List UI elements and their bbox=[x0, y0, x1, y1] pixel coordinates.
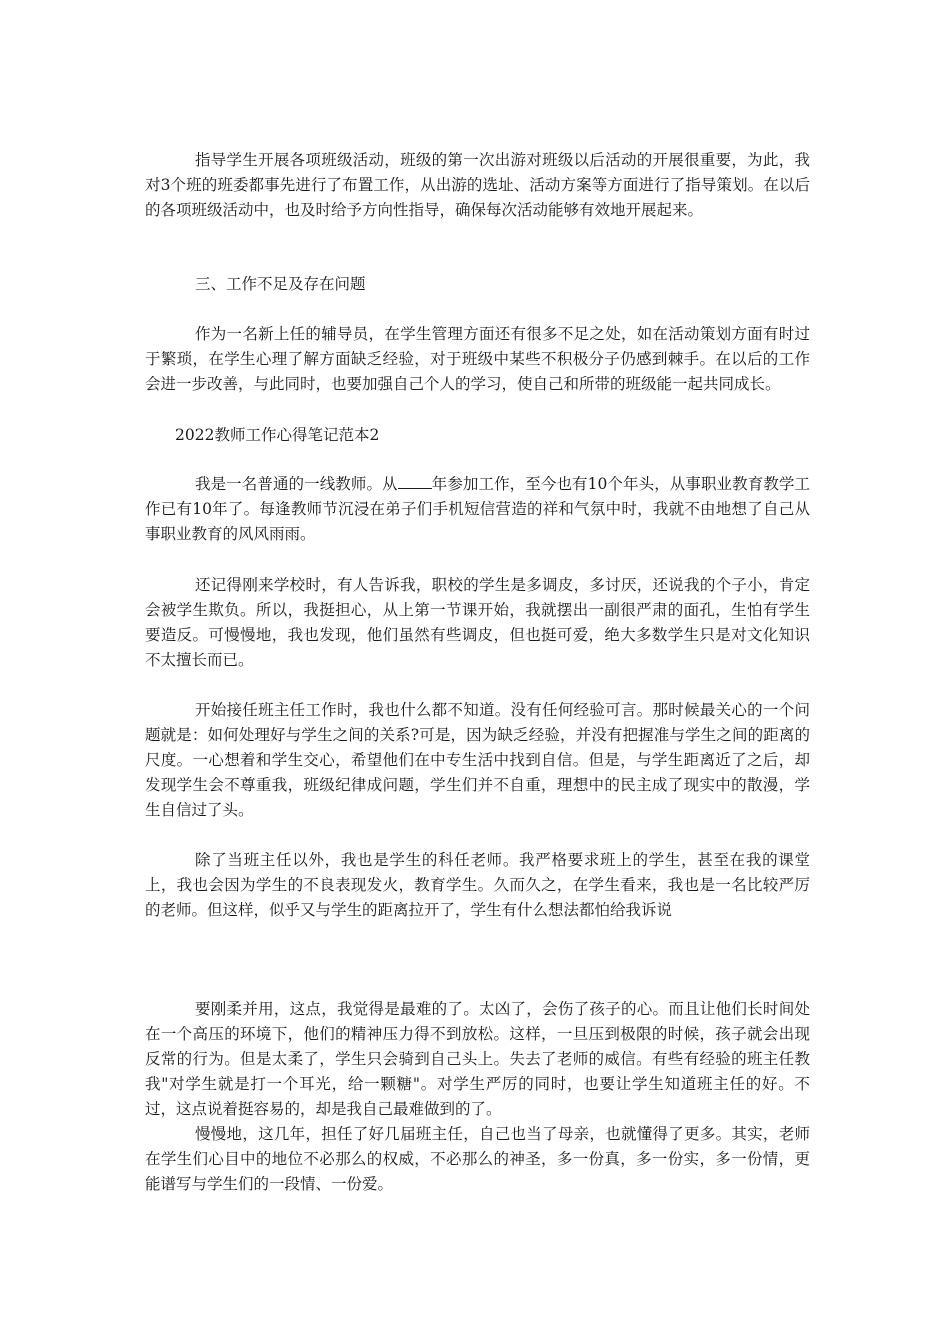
paragraph-firm-and-gentle: 要刚柔并用，这点，我觉得是最难的了。太凶了，会伤了孩子的心。而且让他们长时间处在一个高压的环境下，他们的精神压力得不到放松。这样，一旦压到极限的时候，孩子就会出现反常的行为。但是太柔了，学生只会骑到自己头上。失去了老师的威信。有些有经验的班主任教我"对学生就是打一个耳光，给一颗糖"。对学生严厉的同时，也要让学生知道班主任的好。不过，这点说着挺容易的，却是我自己最难做到的了。 bbox=[145, 1000, 810, 1118]
paragraph-head-teacher-start: 开始接任班主任工作时，我也什么都不知道。没有任何经验可言。那时候最关心的一个问题就是：如何处理好与学生之间的关系?可是，因为缺乏经验，并没有把握准与学生之间的距离的尺度。一心想着和学生交心，希望他们在中专生活中找到自信。但是，与学生距离近了之后，却发现学生会不尊重我，班级纪律成问题，学生们并不自重，理想中的民主成了现实中的散漫，学生自信过了头。 bbox=[145, 701, 810, 819]
fill-in-blank bbox=[398, 474, 432, 489]
paragraph-subject-teacher: 除了当班主任以外，我也是学生的科任老师。我严格要求班上的学生，甚至在我的课堂上，我也会因为学生的不良表现发火，教育学生。久而久之，在学生看来，我也是一名比较严厉的老师。但这样，似乎又与学生的距离拉开了，学生有什么想法都怕给我诉说 bbox=[145, 851, 810, 919]
paragraph-intro bbox=[145, 472, 810, 547]
paragraph-shortcomings: 作为一名新上任的辅导员，在学生管理方面还有很多不足之处，如在活动策划方面有时过于繁琐，在学生心理了解方面缺乏经验，对于班级中某些不积极分子仍感到棘手。在以后的工作会进一步改善，与此同时，也要加强自己个人的学习，使自己和所带的班级能一起共同成长。 bbox=[145, 325, 810, 393]
section-heading-shortcomings: 三、工作不足及存在问题 bbox=[195, 275, 366, 293]
document-page bbox=[145, 0, 810, 1344]
paragraph-first-arrival: 还记得刚来学校时，有人告诉我，职校的学生是多调皮，多讨厌，还说我的个子小，肯定会被学生欺负。所以，我挺担心，从上第一节课开始，我就摆出一副很严肃的面孔，生怕有学生要造反。可慢慢地，我也发现，他们虽然有些调皮，但也挺可爱，绝大多数学生只是对文化知识不太擅长而已。 bbox=[145, 576, 810, 669]
paragraph-closing: 慢慢地，这几年，担任了好几届班主任，自己也当了母亲，也就懂得了更多。其实，老师在学生们心目中的地位不必那么的权威，不必那么的神圣，多一份真，多一份实，多一份情，更能谱写与学生们的一段情、一份爱。 bbox=[145, 1125, 810, 1193]
paragraph-class-activities: 指导学生开展各项班级活动，班级的第一次出游对班级以后活动的开展很重要，为此，我对3个班的班委都事先进行了布置工作，从出游的选址、活动方案等方面进行了指导策划。在以后的各项班级活动中，也及时给予方向性指导，确保每次活动能够有效地开展起来。 bbox=[145, 151, 810, 219]
paragraph-intro-rest: 年参加工作，至今也有10个年头，从事职业教育教学工作已有10年了。每逢教师节沉浸在弟子们手机短信营造的祥和气氛中时，我就不由地想了自己从事职业教育的风风雨雨。 bbox=[145, 475, 810, 543]
document-subtitle: 2022教师工作心得笔记范本2 bbox=[175, 426, 380, 444]
paragraph-intro-start: 我是一名普通的一线教师。从 bbox=[195, 475, 398, 493]
